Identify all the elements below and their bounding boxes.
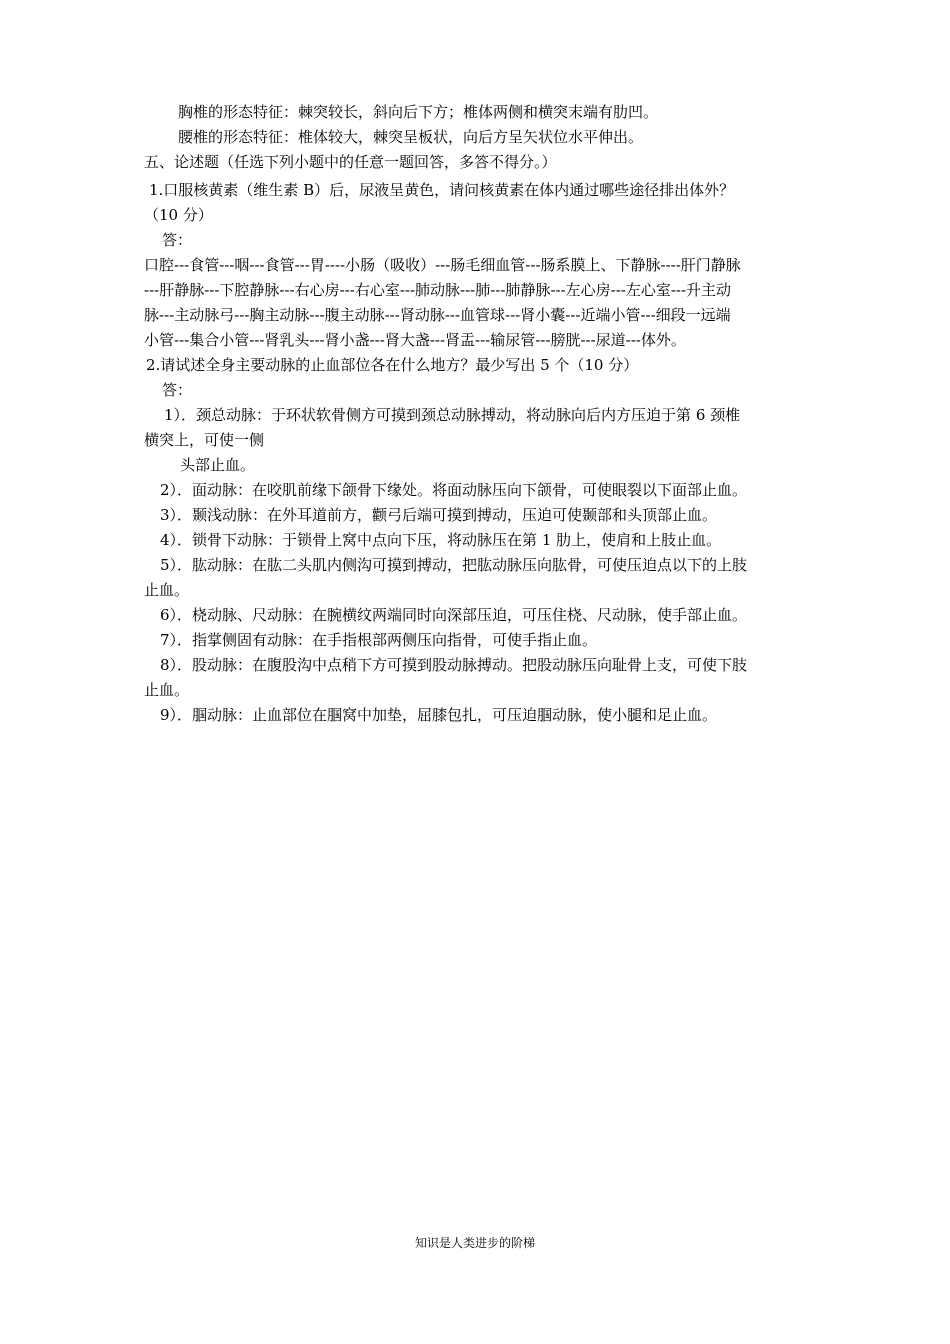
answer-2-item-8: 8）．股动脉：在腹股沟中点稍下方可摸到股动脉搏动。把股动脉压向耻骨上支，可使下肢 <box>160 656 748 674</box>
answer-2-item-3: 3）．颞浅动脉：在外耳道前方，颧弓后端可摸到搏动，压迫可使颞部和头顶部止血。 <box>160 506 718 524</box>
answer-2-item-9: 9）．腘动脉：止血部位在腘窝中加垫，屈膝包扎，可压迫腘动脉，使小腿和足止血。 <box>160 706 718 724</box>
answer-2-item-8-cont: 止血。 <box>144 681 190 699</box>
answer-2-item-6: 6）．桡动脉、尺动脉：在腕横纹两端同时向深部压迫，可压住桡、尺动脉，使手部止血。 <box>160 606 748 624</box>
answer-2-item-5: 5）．肱动脉：在肱二头肌内侧沟可摸到搏动，把肱动脉压向肱骨，可使压迫点以下的上肢 <box>160 556 748 574</box>
answer-label-1: 答： <box>162 231 193 249</box>
answer-2-item-1-cont: 头部止血。 <box>180 456 256 474</box>
answer-2-item-1: 1）．颈总动脉：于环状软骨侧方可摸到颈总动脉搏动，将动脉向后内方压迫于第 6 颈椎 <box>164 406 741 424</box>
page-footer: 知识是人类进步的阶梯 <box>414 1236 535 1250</box>
answer-1-line: 脉---主动脉弓---胸主动脉---腹主动脉---肾动脉---血管球---肾小囊---近端小管---细段一远端 <box>144 306 731 324</box>
answer-1-line: 小管---集合小管---肾乳头---肾小盏---肾大盏---肾盂---输尿管---膀胱---尿道---体外。 <box>144 331 686 349</box>
question-1: 1.口服核黄素（维生素 B）后，尿液呈黄色，请问核黄素在体内通过哪些途径排出体外？ <box>149 181 735 199</box>
question-2: 2.请试述全身主要动脉的止血部位各在什么地方？最少写出 5 个（10 分） <box>146 356 639 374</box>
answer-2-item-1-cont: 横突上，可使一侧 <box>144 431 265 449</box>
question-1-score: （10 分） <box>144 206 213 224</box>
answer-2-item-4: 4）．锁骨下动脉：于锁骨上窝中点向下压，将动脉压在第 1 肋上，使肩和上肢止血。 <box>160 531 722 549</box>
answer-label-2: 答： <box>162 381 193 399</box>
answer-1-line: 口腔---食管---咽---食管---胃----小肠（吸收）---肠毛细血管---肠系膜上、下静脉----肝门静脉 <box>144 256 741 274</box>
paragraph-lumbar-vertebra: 腰椎的形态特征：椎体较大，棘突呈板状，向后方呈矢状位水平伸出。 <box>178 128 644 146</box>
section-heading: 五、论述题（任选下列小题中的任意一题回答，多答不得分。） <box>144 153 557 171</box>
answer-2-item-5-cont: 止血。 <box>144 581 190 599</box>
answer-1-line: ---肝静脉---下腔静脉---右心房---右心室---肺动脉---肺---肺静脉---左心房---左心室---升主动 <box>144 281 732 299</box>
paragraph-thoracic-vertebra: 胸椎的形态特征：棘突较长，斜向后下方；椎体两侧和横突末端有肋凹。 <box>178 103 659 121</box>
answer-2-item-7: 7）．指掌侧固有动脉：在手指根部两侧压向指骨，可使手指止血。 <box>160 631 598 649</box>
answer-2-item-2: 2）．面动脉：在咬肌前缘下颌骨下缘处。将面动脉压向下颌骨，可使眼裂以下面部止血。 <box>160 481 748 499</box>
